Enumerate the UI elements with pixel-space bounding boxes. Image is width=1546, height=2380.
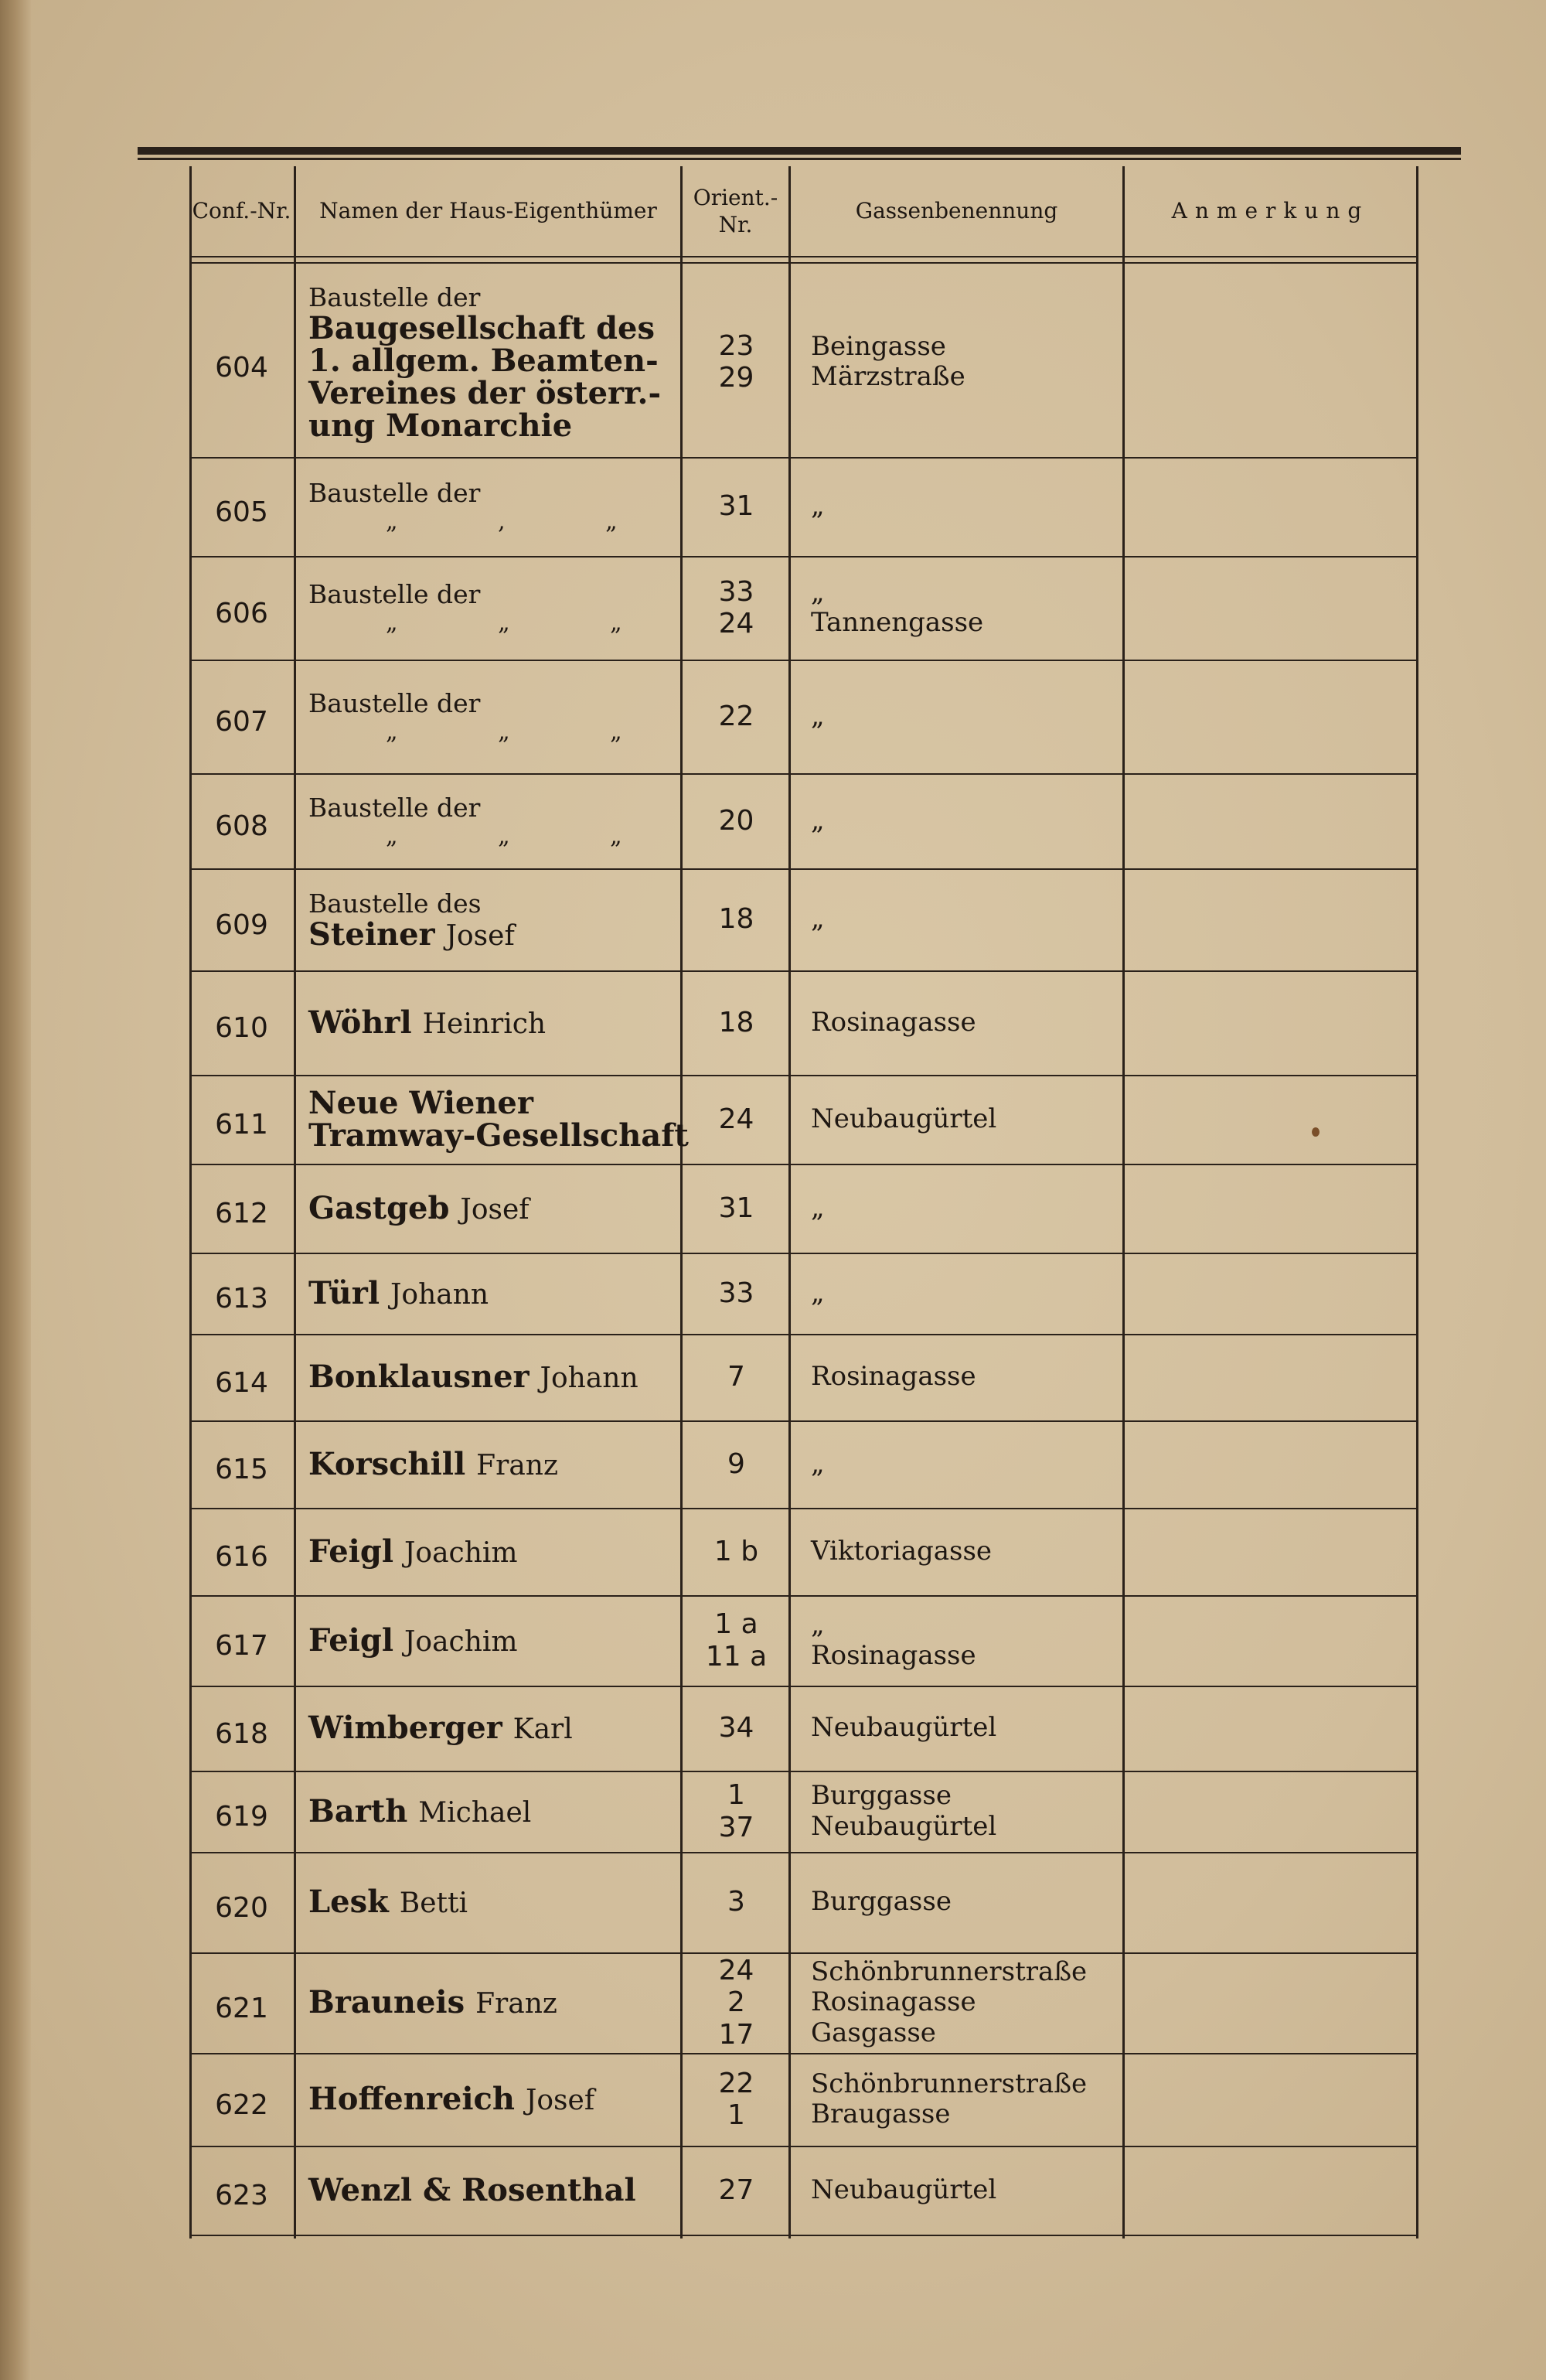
owner-given-name: Joachim	[404, 1536, 518, 1569]
street-name: „	[811, 804, 825, 836]
owner-prefix: Baustelle der	[308, 687, 481, 718]
street-name: Märzstraße	[811, 361, 965, 392]
orient-cell	[684, 1595, 788, 1686]
orient-number: 34	[718, 1712, 754, 1744]
owner-prefix: Baustelle der	[308, 478, 481, 508]
street-name: Schönbrunnerstraße	[811, 2068, 1088, 2099]
street-cell	[792, 1164, 1151, 1253]
owner-given-name: Josef	[445, 919, 515, 952]
orient-number: 33	[718, 575, 754, 608]
owner-cell	[298, 1508, 691, 1595]
orient-number: 31	[718, 1192, 754, 1224]
street-name: Gasgasse	[811, 2017, 936, 2048]
street-cell	[792, 1420, 1151, 1508]
owner-name	[308, 1986, 557, 2019]
owner-surname: Gastgeb	[308, 1189, 450, 1226]
conf-number: 609	[215, 909, 268, 941]
street-name: Beingasse	[811, 330, 946, 362]
orient-cell	[684, 1508, 788, 1595]
orient-number: 18	[718, 903, 754, 936]
street-cell	[792, 2146, 1151, 2235]
header-remark: Anmerkung	[1171, 198, 1370, 223]
street-cell	[792, 1334, 1151, 1420]
orient-number: 29	[718, 362, 754, 394]
owner-surname: Steiner	[308, 916, 435, 953]
owner-surname: Bonklausner	[308, 1359, 530, 1395]
conf-number: 623	[215, 2180, 268, 2211]
owner-given-name: Karl	[512, 1713, 573, 1745]
orient-number: 31	[718, 490, 754, 523]
conf-number: 612	[215, 1198, 268, 1229]
owner-name	[308, 1533, 518, 1570]
orient-number: 22	[718, 700, 754, 732]
owner-surname: Brauneis	[308, 1984, 465, 2020]
street-name: „	[811, 903, 825, 935]
remark-cell	[1136, 1334, 1415, 1420]
orient-cell	[684, 1686, 788, 1771]
table-row	[189, 1253, 1418, 1334]
orient-cell	[684, 267, 788, 457]
orient-number: 18	[718, 1006, 754, 1038]
street-name: Braugasse	[811, 2099, 951, 2129]
orient-number: 2	[727, 1986, 745, 2019]
owner-given-name: Betti	[399, 1887, 468, 1919]
owner-given-name: Johann	[540, 1362, 638, 1394]
orient-cell	[684, 1771, 788, 1852]
orient-number: 1	[727, 2099, 745, 2131]
orient-cell	[684, 556, 788, 660]
owner-cell	[298, 2146, 691, 2235]
street-cell	[792, 267, 1151, 457]
owner-given-name: Johann	[390, 1278, 489, 1311]
street-name: „	[811, 490, 825, 522]
remark-cell	[1136, 1164, 1415, 1253]
table-row	[189, 1952, 1418, 2053]
orient-number: 24	[718, 1103, 754, 1135]
owner-name	[308, 309, 691, 444]
street-name: Schönbrunnerstraße	[811, 1956, 1088, 1988]
owner-surname: Feigl	[308, 1621, 394, 1659]
remark-cell	[1136, 457, 1415, 556]
street-cell	[792, 773, 1151, 868]
owner-cell	[298, 970, 691, 1075]
owner-cell	[298, 457, 691, 556]
owner-cell	[298, 1253, 691, 1334]
owner-prefix: Baustelle der	[308, 281, 481, 312]
street-name: „	[811, 576, 825, 608]
conf-number: 615	[215, 1454, 268, 1485]
street-name: Neubaugürtel	[811, 1712, 997, 1744]
table-row	[189, 2146, 1418, 2235]
remark-cell	[1136, 1852, 1415, 1952]
ditto-marks: „ „ „	[386, 718, 669, 745]
owner-name	[308, 1792, 532, 1829]
table-row	[189, 556, 1418, 660]
owner-surname: Neue Wiener Tramway-Gesellschaft	[308, 1084, 689, 1154]
orient-number: 37	[718, 1811, 754, 1843]
street-cell	[792, 1852, 1151, 1952]
table-row	[189, 1075, 1418, 1164]
remark-cell	[1136, 1771, 1415, 1852]
conf-number: 610	[215, 1012, 268, 1044]
owner-surname: Lesk	[308, 1884, 389, 1920]
orient-number: 3	[727, 1886, 745, 1918]
street-name: Neubaugürtel	[811, 1810, 997, 1842]
table-row	[189, 267, 1418, 457]
orient-cell	[684, 868, 788, 970]
owner-name	[308, 1712, 573, 1744]
conf-number: 621	[215, 1992, 268, 2024]
table-row	[189, 2053, 1418, 2146]
street-cell	[792, 1075, 1151, 1164]
table-row	[189, 1852, 1418, 1952]
street-name: Burggasse	[811, 1886, 952, 1918]
ink-blot	[1312, 1127, 1320, 1137]
street-cell	[792, 868, 1151, 970]
street-name: Rosinagasse	[811, 1639, 976, 1671]
owner-name	[308, 1361, 638, 1393]
orient-cell	[684, 2053, 788, 2146]
remark-cell	[1136, 1253, 1415, 1334]
conf-number: 605	[215, 496, 268, 528]
street-name: Neubaugürtel	[811, 1103, 997, 1134]
orient-number: 24	[718, 608, 754, 639]
header-street-name: Gassenbenennung	[855, 198, 1058, 223]
ditto-marks: „ , „	[386, 508, 664, 535]
street-name: Rosinagasse	[811, 1986, 976, 2018]
orient-cell	[684, 1253, 788, 1334]
street-cell	[792, 1686, 1151, 1771]
owner-cell	[298, 660, 691, 773]
orient-cell	[684, 1952, 788, 2053]
orient-number: 27	[718, 2174, 754, 2206]
owner-cell	[298, 1595, 691, 1686]
ditto-marks: „ „ „	[386, 609, 669, 636]
top-double-rule-thin	[138, 158, 1461, 160]
remark-cell	[1136, 1595, 1415, 1686]
street-cell	[792, 660, 1151, 773]
owner-cell	[298, 1075, 691, 1164]
table-row	[189, 660, 1418, 773]
table-row	[189, 773, 1418, 868]
owner-surname: Wimberger	[308, 1710, 502, 1746]
street-cell	[792, 1771, 1151, 1852]
owner-surname: Baugesellschaft des 1. allgem. Beamten-Vereines der österr.-ung Monarchie	[308, 309, 662, 444]
owner-prefix: Baustelle der	[308, 579, 481, 609]
remark-cell	[1136, 2053, 1415, 2146]
table-row	[189, 970, 1418, 1075]
conf-number: 608	[215, 810, 268, 842]
remark-cell	[1136, 773, 1415, 868]
conf-number: 618	[215, 1717, 268, 1750]
conf-number: 604	[215, 351, 268, 384]
header-rule	[189, 256, 1418, 257]
street-cell	[792, 1508, 1151, 1595]
owner-name	[308, 1445, 558, 1482]
orient-number: 33	[718, 1277, 754, 1309]
owner-cell	[298, 1686, 691, 1771]
street-name: „	[811, 1277, 825, 1308]
street-name: Viktoriagasse	[811, 1535, 993, 1567]
orient-number: 1 a	[714, 1608, 758, 1641]
orient-cell	[684, 1852, 788, 1952]
owner-given-name: Michael	[418, 1796, 532, 1829]
conf-number: 616	[215, 1541, 268, 1573]
table-row	[189, 1508, 1418, 1595]
header-conf-nr: Conf.-Nr.	[192, 198, 291, 223]
street-cell	[792, 970, 1151, 1075]
conf-number: 622	[215, 2088, 268, 2121]
owner-surname: Wenzl & Rosenthal	[308, 2171, 636, 2208]
orient-number: 1 b	[713, 1535, 759, 1567]
owner-surname: Feigl	[308, 1533, 394, 1570]
table-row	[189, 1334, 1418, 1420]
remark-cell	[1136, 1420, 1415, 1508]
remark-cell	[1136, 556, 1415, 660]
owner-name	[308, 2083, 594, 2116]
remark-cell	[1136, 868, 1415, 970]
conf-number: 619	[215, 1801, 268, 1833]
orient-number: 22	[718, 2067, 754, 2099]
orient-cell	[684, 2146, 788, 2235]
orient-number: 1	[727, 1779, 745, 1812]
owner-surname: Wöhrl	[308, 1004, 412, 1041]
street-name: Rosinagasse	[811, 1361, 976, 1393]
orient-number: 17	[718, 2018, 754, 2051]
orient-cell	[684, 660, 788, 773]
street-cell	[792, 556, 1151, 660]
table-row	[189, 1595, 1418, 1686]
remark-cell	[1136, 1508, 1415, 1595]
owner-cell	[298, 2053, 691, 2146]
top-double-rule	[138, 147, 1461, 155]
conf-number: 620	[215, 1891, 268, 1924]
owner-cell	[298, 1852, 691, 1952]
street-name: „	[811, 700, 825, 731]
owner-given-name: Josef	[460, 1193, 530, 1226]
orient-cell	[684, 773, 788, 868]
street-cell	[792, 1253, 1151, 1334]
remark-cell	[1136, 970, 1415, 1075]
owner-prefix: Baustelle der	[308, 792, 481, 823]
orient-cell	[684, 970, 788, 1075]
street-name: Burggasse	[811, 1780, 952, 1812]
orient-number: 20	[718, 804, 754, 837]
owner-given-name: Franz	[475, 1988, 557, 2020]
table-row	[189, 1771, 1418, 1852]
street-name: „	[811, 1447, 825, 1479]
orient-number: 7	[727, 1361, 745, 1393]
orient-number: 24	[718, 1954, 754, 1986]
owner-name	[308, 1084, 691, 1154]
row-rule	[189, 2235, 1418, 2236]
owner-cell	[298, 1952, 691, 2053]
owner-prefix: Baustelle des	[308, 888, 482, 919]
street-name: „	[811, 1609, 825, 1641]
table-row	[189, 1420, 1418, 1508]
orient-number: 9	[727, 1447, 745, 1480]
owner-given-name: Heinrich	[422, 1008, 547, 1040]
table-row	[189, 457, 1418, 556]
owner-cell	[298, 267, 691, 457]
conf-number: 606	[215, 597, 268, 629]
owner-cell	[298, 868, 691, 970]
header-orient-nr: Orient.-Nr.	[693, 184, 778, 237]
owner-name	[308, 1004, 547, 1041]
owner-surname: Hoffenreich	[308, 2081, 515, 2117]
owner-cell	[298, 1420, 691, 1508]
orient-cell	[684, 1164, 788, 1253]
conf-number: 613	[215, 1283, 268, 1314]
table-row	[189, 1164, 1418, 1253]
remark-cell	[1136, 2146, 1415, 2235]
street-name: Neubaugürtel	[811, 2174, 997, 2205]
owner-name	[308, 1621, 518, 1659]
owner-given-name: Franz	[476, 1449, 558, 1482]
orient-cell	[684, 457, 788, 556]
conf-number: 611	[215, 1109, 268, 1141]
owner-surname: Korschill	[308, 1445, 466, 1482]
remark-cell	[1136, 1075, 1415, 1164]
property-ledger-table	[189, 166, 1418, 2238]
owner-given-name: Joachim	[404, 1625, 518, 1658]
remark-cell	[1136, 1952, 1415, 2053]
owner-cell	[298, 1164, 691, 1253]
book-binding-edge	[0, 0, 31, 2380]
header-owner-names: Namen der Haus-Eigenthümer	[319, 198, 657, 223]
street-name: Rosinagasse	[811, 1006, 976, 1038]
street-cell	[792, 1952, 1151, 2053]
owner-given-name: Josef	[525, 2085, 595, 2116]
owner-name	[308, 2171, 636, 2208]
table-row	[189, 868, 1418, 970]
header-rule	[189, 262, 1418, 264]
owner-surname: Türl	[308, 1274, 380, 1311]
orient-cell	[684, 1334, 788, 1420]
street-cell	[792, 1595, 1151, 1686]
orient-cell	[684, 1075, 788, 1164]
owner-name	[308, 916, 515, 953]
orient-number: 23	[718, 329, 754, 362]
conf-number: 617	[215, 1630, 268, 1662]
conf-number: 607	[215, 706, 268, 738]
orient-number: 11 a	[705, 1640, 768, 1672]
street-cell	[792, 457, 1151, 556]
owner-cell	[298, 773, 691, 868]
table-row	[189, 1686, 1418, 1771]
conf-number: 614	[215, 1366, 268, 1399]
owner-cell	[298, 1334, 691, 1420]
remark-cell	[1136, 267, 1415, 457]
owner-name	[308, 1274, 489, 1311]
street-name: „	[811, 1192, 825, 1223]
ditto-marks: „ „ „	[386, 822, 669, 850]
remark-cell	[1136, 660, 1415, 773]
street-name: Tannengasse	[811, 607, 984, 638]
owner-name	[308, 1886, 468, 1918]
remark-cell	[1136, 1686, 1415, 1771]
orient-cell	[684, 1420, 788, 1508]
owner-cell	[298, 556, 691, 660]
street-cell	[792, 2053, 1151, 2146]
owner-cell	[298, 1771, 691, 1852]
owner-surname: Barth	[308, 1792, 408, 1829]
owner-name	[308, 1189, 530, 1226]
